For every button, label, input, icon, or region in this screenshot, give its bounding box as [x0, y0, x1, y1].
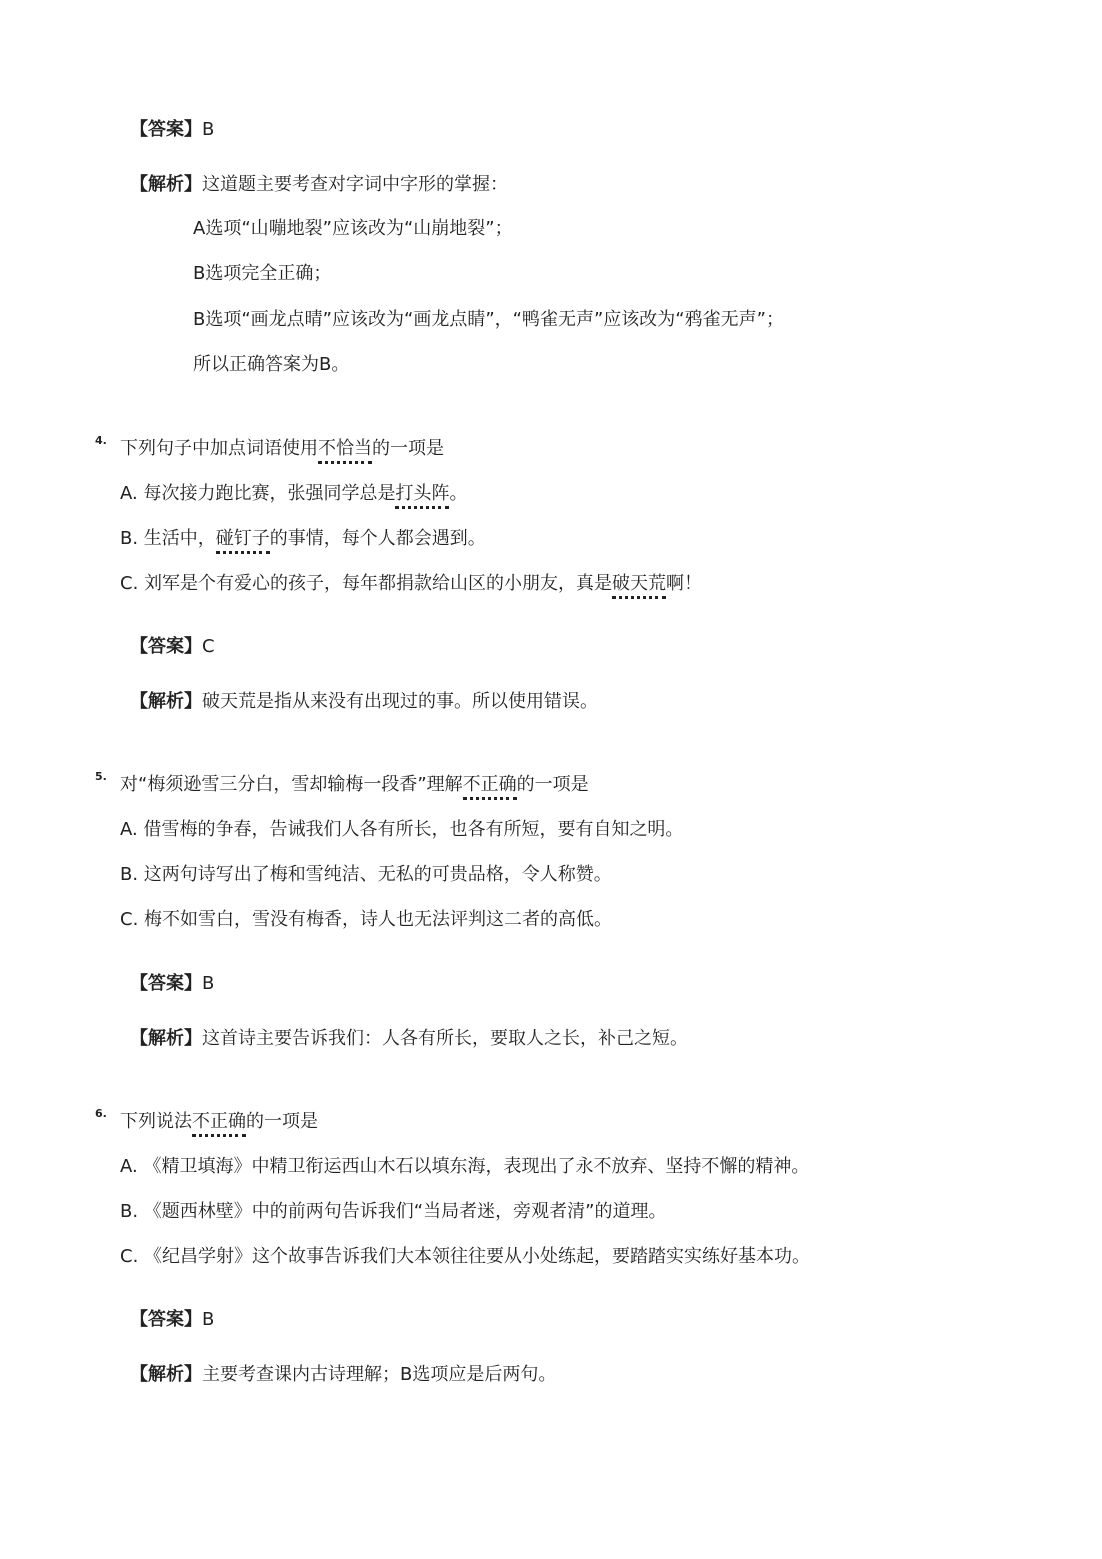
q4-option-a-emphasis: 打头阵	[395, 483, 449, 509]
q5-stem-emphasis: 不正确	[463, 774, 517, 800]
q3-analysis-line	[130, 173, 508, 197]
answer-label: 【答案】	[130, 636, 202, 657]
q4-answer: C	[202, 636, 215, 657]
q3-analysis-line-3: B选项“画龙点晴”应该改为“画龙点睛”，“鸭雀无声”应该改为“鸦雀无声”；	[193, 309, 784, 330]
q6-option-b: B. 《题西林壁》中的前两句告诉我们“当局者迷，旁观者清”的道理。	[120, 1201, 667, 1222]
q4-option-b-post: 的事情，每个人都会遇到。	[269, 528, 486, 549]
q4-stem-pre: 下列句子中加点词语使用	[120, 438, 318, 459]
q6-analysis: 主要考查课内古诗理解；B选项应是后两句。	[202, 1364, 557, 1385]
q4-stem	[120, 437, 444, 461]
q4-option-c-pre: C. 刘军是个有爱心的孩子，每年都捐款给山区的小朋友，真是	[120, 573, 613, 594]
q4-option-a	[120, 482, 467, 506]
q3-answer: B	[202, 119, 215, 140]
q4-option-a-pre: A. 每次接力跑比赛，张强同学总是	[120, 483, 396, 504]
q3-analysis: 这道题主要考查对字词中字形的掌握：	[202, 174, 508, 195]
q4-option-b	[120, 527, 486, 551]
answer-label: 【答案】	[130, 1309, 202, 1330]
analysis-label: 【解析】	[130, 174, 202, 195]
q5-option-c: C. 梅不如雪白，雪没有梅香，诗人也无法评判这二者的高低。	[120, 909, 613, 930]
answer-label: 【答案】	[130, 119, 202, 140]
q5-answer-line	[130, 972, 214, 996]
q5-stem	[120, 773, 589, 797]
analysis-label: 【解析】	[130, 691, 202, 712]
q6-stem-emphasis: 不正确	[192, 1111, 246, 1137]
q4-option-c-post: 啊！	[666, 573, 703, 594]
q5-stem-pre: 对“梅须逊雪三分白，雪却输梅一段香”理解	[120, 774, 463, 795]
q4-analysis-line	[130, 690, 598, 714]
answer-label: 【答案】	[130, 973, 202, 994]
q6-option-a: A. 《精卫填海》中精卫衔运西山木石以填东海，表现出了永不放弃、坚持不懈的精神。	[120, 1156, 810, 1177]
q4-option-a-post: 。	[449, 483, 468, 504]
q4-stem-post: 的一项是	[372, 438, 444, 459]
q3-answer-line	[130, 118, 214, 142]
q6-stem-pre: 下列说法	[120, 1111, 192, 1132]
q6-analysis-line	[130, 1363, 556, 1387]
q3-analysis-line-4: 所以正确答案为B。	[193, 354, 350, 375]
q5-analysis-line	[130, 1027, 688, 1051]
q6-stem	[120, 1110, 318, 1134]
q3-analysis-line-2: B选项完全正确；	[193, 263, 332, 284]
analysis-label: 【解析】	[130, 1364, 202, 1385]
q5-stem-post: 的一项是	[516, 774, 589, 795]
q4-option-b-emphasis: 碰钉子	[216, 528, 270, 554]
q6-answer: B	[202, 1309, 215, 1330]
q6-number: 6.	[95, 1107, 107, 1120]
q6-stem-post: 的一项是	[246, 1111, 318, 1132]
q4-number: 4.	[95, 434, 107, 447]
q5-number: 5.	[95, 770, 107, 783]
q4-option-c-emphasis: 破天荒	[612, 573, 666, 599]
q3-analysis-line-1: A选项“山嘣地裂”应该改为“山崩地裂”；	[193, 218, 513, 239]
q4-stem-emphasis: 不恰当	[318, 438, 372, 464]
q5-option-b: B. 这两句诗写出了梅和雪纯洁、无私的可贵品格，令人称赞。	[120, 864, 612, 885]
q4-analysis: 破天荒是指从来没有出现过的事。所以使用错误。	[202, 691, 598, 712]
q5-answer: B	[202, 973, 215, 994]
q6-answer-line	[130, 1308, 214, 1332]
q4-answer-line	[130, 635, 215, 659]
q5-option-a: A. 借雪梅的争春，告诫我们人各有所长，也各有所短，要有自知之明。	[120, 819, 684, 840]
q4-option-b-pre: B. 生活中，	[120, 528, 216, 549]
q4-option-c	[120, 572, 702, 596]
q6-option-c: C. 《纪昌学射》这个故事告诉我们大本领往往要从小处练起，要踏踏实实练好基本功。	[120, 1246, 811, 1267]
analysis-label: 【解析】	[130, 1028, 202, 1049]
q5-analysis: 这首诗主要告诉我们：人各有所长，要取人之长，补己之短。	[202, 1028, 688, 1049]
